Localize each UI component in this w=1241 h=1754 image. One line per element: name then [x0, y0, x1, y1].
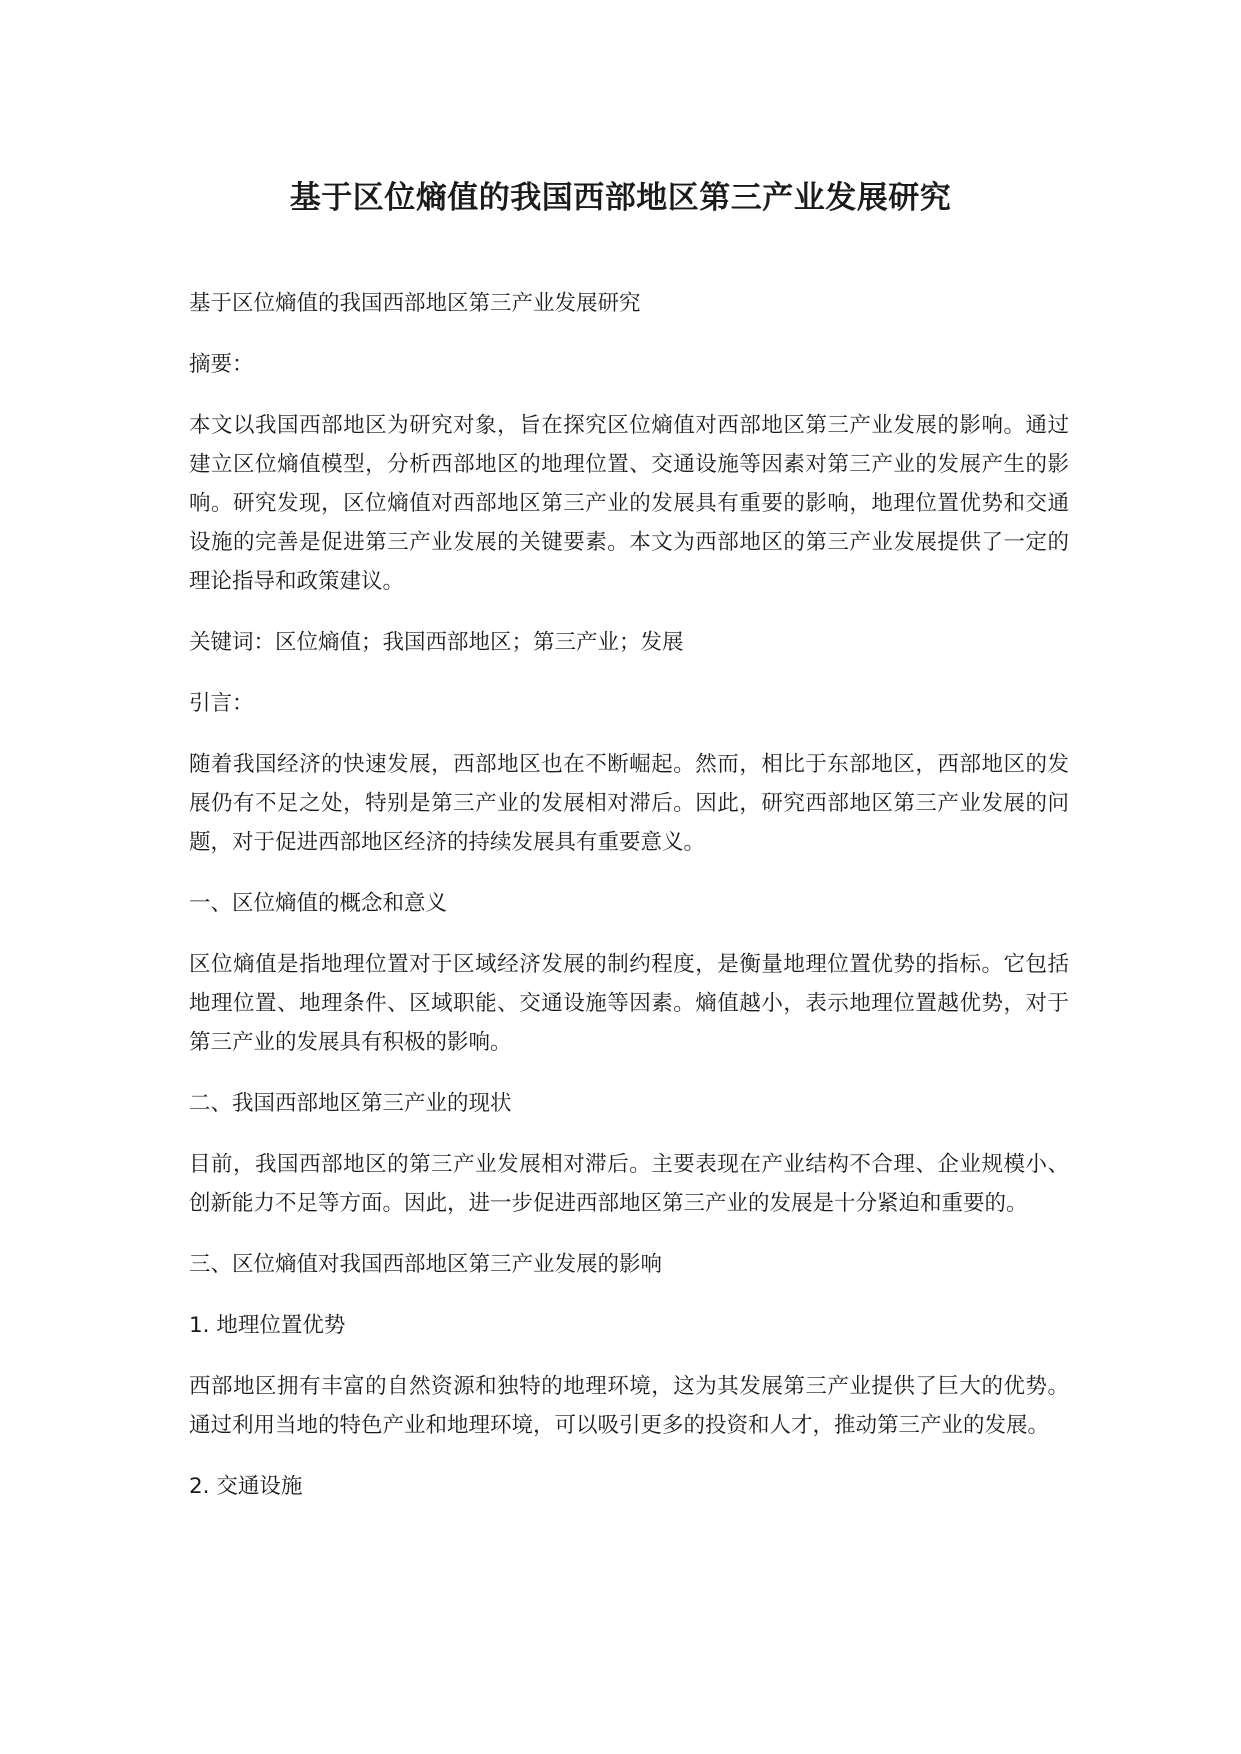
subsection-1-text: 西部地区拥有丰富的自然资源和独特的地理环境，这为其发展第三产业提供了巨大的优势。通过利用当地的特色产业和地理环境，可以吸引更多的投资和人才，推动第三产业的发展。 [189, 1374, 1069, 1438]
section-1-text: 区位熵值是指地理位置对于区域经济发展的制约程度，是衡量地理位置优势的指标。它包括地理位置、地理条件、区域职能、交通设施等因素。熵值越小，表示地理位置越优势，对于第三产业的发展具有积极的影响。 [189, 952, 1069, 1055]
paragraph-subtitle: 基于区位熵值的我国西部地区第三产业发展研究 [189, 291, 641, 316]
introduction-heading: 引言： [189, 691, 254, 716]
section-2-heading: 二、我国西部地区第三产业的现状 [189, 1091, 512, 1116]
abstract-heading: 摘要： [189, 352, 254, 377]
introduction-text: 随着我国经济的快速发展，西部地区也在不断崛起。然而，相比于东部地区，西部地区的发展仍有不足之处，特别是第三产业的发展相对滞后。因此，研究西部地区第三产业发展的问题，对于促进西部地区经济的持续发展具有重要意义。 [189, 752, 1069, 855]
document-body [189, 284, 1069, 1528]
subsection-1-heading: 1. 地理位置优势 [189, 1313, 346, 1338]
abstract-text: 本文以我国西部地区为研究对象，旨在探究区位熵值对西部地区第三产业发展的影响。通过建立区位熵值模型，分析西部地区的地理位置、交通设施等因素对第三产业的发展产生的影响。研究发现，区位熵值对西部地区第三产业的发展具有重要的影响，地理位置优势和交通设施的完善是促进第三产业发展的关键要素。本文为西部地区的第三产业发展提供了一定的理论指导和政策建议。 [189, 413, 1069, 594]
section-2-text: 目前，我国西部地区的第三产业发展相对滞后。主要表现在产业结构不合理、企业规模小、创新能力不足等方面。因此，进一步促进西部地区第三产业的发展是十分紧迫和重要的。 [189, 1152, 1069, 1216]
section-3-heading: 三、区位熵值对我国西部地区第三产业发展的影响 [189, 1252, 663, 1277]
keywords: 关键词：区位熵值；我国西部地区；第三产业；发展 [189, 630, 684, 655]
document-title: 基于区位熵值的我国西部地区第三产业发展研究 [289, 180, 952, 216]
section-1-heading: 一、区位熵值的概念和意义 [189, 891, 448, 916]
subsection-2-heading: 2. 交通设施 [189, 1474, 303, 1499]
